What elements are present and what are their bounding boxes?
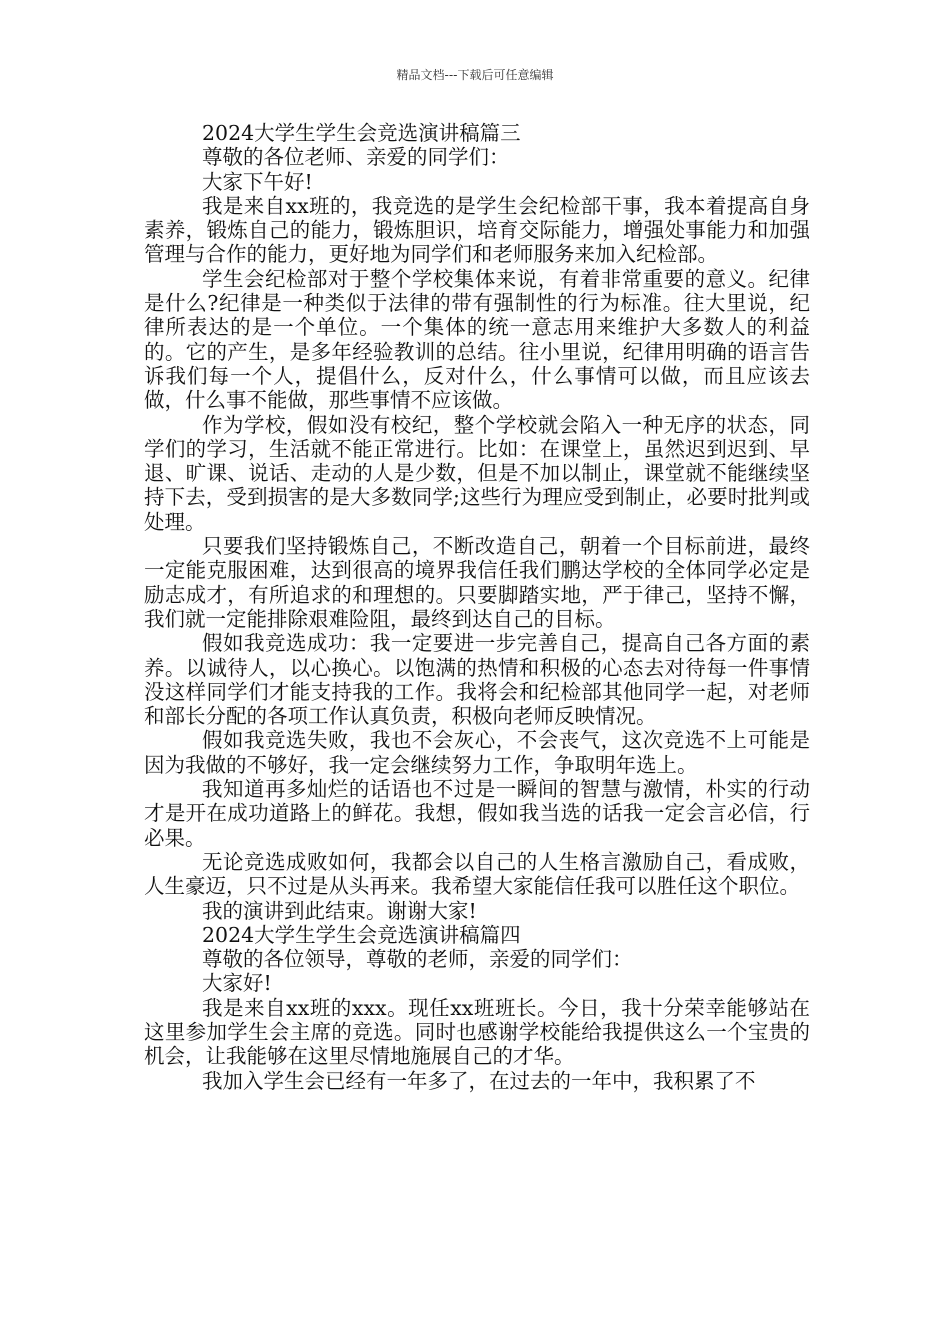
paragraph-title-part3: 2024大学生学生会竞选演讲稿篇三	[202, 121, 521, 145]
paragraph-greeting: 大家下午好!	[202, 169, 313, 194]
paragraph-action: 我知道再多灿烂的话语也不过是一瞬间的智慧与激情，朴实的行动才是开在成功道路上的鲜花。我想，假如我当选的话我一定会言必信，行必果。	[144, 777, 810, 850]
paragraph-failure: 假如我竞选失败，我也不会灰心，不会丧气，这次竞选不上可能是因为我做的不够好，我一定会继续努力工作，争取明年选上。	[144, 728, 810, 777]
page-header: 精品文档---下载后可任意编辑	[396, 68, 554, 82]
paragraph-success: 假如我竞选成功：我一定要进一步完善自己，提高自己各方面的素养。以诚待人，以心换心。以饱满的热情和积极的心态去对待每一件事情没这样同学们才能支持我的工作。我将会和纪检部其他同学一起，对老师和部长分配的各项工作认真负责，积极向老师反映情况。	[144, 631, 810, 729]
paragraph-motto: 无论竞选成败如何，我都会以自己的人生格言激励自己，看成败，人生豪迈，只不过是从头再来。我希望大家能信任我可以胜任这个职位。	[144, 849, 810, 899]
paragraph-closing: 我的演讲到此结束。谢谢大家!	[202, 898, 477, 923]
paragraph-persist: 只要我们坚持锻炼自己，不断改造自己，朝着一个目标前进，最终一定能克服困难，达到很高的境界我信任我们鹏达学校的全体同学必定是励志成才，有所追求的和理想的。只要脚踏实地，严于律己，坚持不懈，我们就一定能排除艰难险阻，最终到达自己的目标。	[144, 534, 810, 631]
paragraph-intro-2: 我是来自xx班的xxx。现任xx班班长。今日，我十分荣幸能够站在这里参加学生会主席的竞选。同时也感谢学校能给我提供这么一个宝贵的机会，让我能够在这里尽情地施展自己的才华。	[144, 995, 810, 1069]
document-body	[144, 121, 810, 1093]
paragraph-greeting-2: 大家好!	[202, 971, 272, 996]
paragraph-school: 作为学校，假如没有校纪，整个学校就会陷入一种无序的状态，同学们的学习，生活就不能正常进行。比如：在课堂上，虽然迟到迟到、早退、旷课、说话、走动的人是少数，但是不加以制止，课堂就不能继续坚持下去，受到损害的是大多数同学;这些行为理应受到制止，必要时批判或处理。	[144, 412, 810, 534]
paragraph-experience: 我加入学生会已经有一年多了，在过去的一年中，我积累了不	[202, 1068, 756, 1093]
paragraph-intro: 我是来自xx班的，我竞选的是学生会纪检部干事，我本着提高自身素养，锻炼自己的能力，锻炼胆识，培育交际能力，增强处事能力和加强管理与合作的能力，更好地为同学们和老师服务来加入纪检部。	[144, 193, 810, 267]
paragraph-salutation-2: 尊敬的各位领导，尊敬的老师，亲爱的同学们：	[202, 947, 633, 972]
paragraph-title-part4: 2024大学生学生会竞选演讲稿篇四	[202, 922, 521, 947]
paragraph-salutation: 尊敬的各位老师、亲爱的同学们：	[202, 145, 510, 170]
paragraph-discipline: 学生会纪检部对于整个学校集体来说，有着非常重要的意义。纪律是什么?纪律是一种类似于法律的带有强制性的行为标准。往大里说，纪律所表达的是一个单位。一个集体的统一意志用来维护大多数人的利益的。它的产生，是多年经验教训的总结。往小里说，纪律用明确的语言告诉我们每一个人，提倡什么，反对什么，什么事情可以做，而且应该去做，什么事不能做，那些事情不应该做。	[144, 266, 810, 413]
